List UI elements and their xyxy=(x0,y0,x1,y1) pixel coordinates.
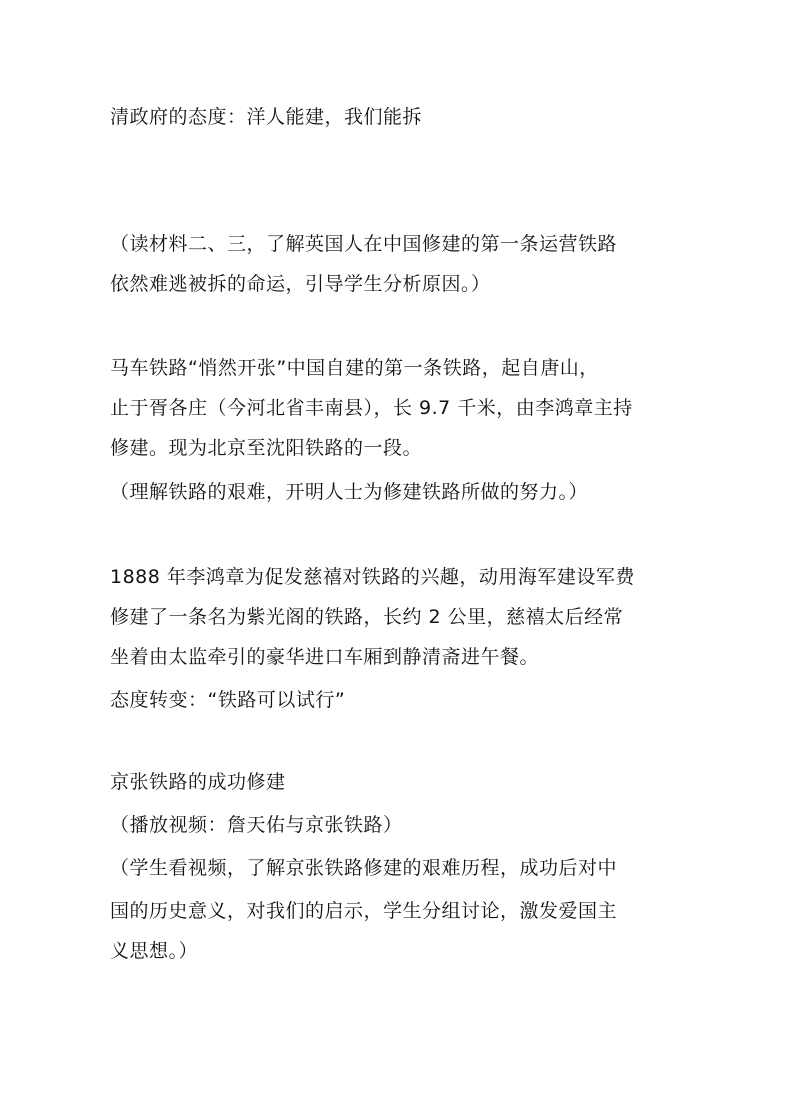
ziguangge-railway-line-2: 修建了一条名为紫光阁的铁路，长约 2 公里，慈禧太后经常 xyxy=(110,606,624,628)
reading-note-line-1: （读材料二、三，了解英国人在中国修建的第一条运营铁路 xyxy=(110,233,618,255)
ziguangge-railway-line-1: 1888 年李鸿章为促发慈禧对铁路的兴趣，动用海军建设军费 xyxy=(110,566,635,588)
discussion-note-line-3: 义思想。） xyxy=(110,940,199,962)
qing-attitude-line: 清政府的态度：洋人能建，我们能拆 xyxy=(110,106,423,128)
tangxu-railway-line-2: 止于胥各庄（今河北省丰南县），长 9.7 千米，由李鸿章主持 xyxy=(110,397,633,419)
understanding-note-line: （理解铁路的艰难，开明人士为修建铁路所做的努力。） xyxy=(110,481,589,503)
tangxu-railway-line-3: 修建。现为北京至沈阳铁路的一段。 xyxy=(110,437,423,459)
reading-note-line-2: 依然难逃被拆的命运，引导学生分析原因。） xyxy=(110,273,491,295)
discussion-note-line-1: （学生看视频，了解京张铁路修建的艰难历程，成功后对中 xyxy=(110,857,618,879)
ziguangge-railway-line-3: 坐着由太监牵引的豪华进口车厢到静清斋进午餐。 xyxy=(110,646,540,668)
attitude-change-line: 态度转变：“铁路可以试行” xyxy=(110,689,346,711)
video-note-line: （播放视频：詹天佑与京张铁路） xyxy=(110,814,403,836)
discussion-note-line-2: 国的历史意义，对我们的启示，学生分组讨论，激发爱国主 xyxy=(110,900,618,922)
jingzhang-heading-line: 京张铁路的成功修建 xyxy=(110,771,286,793)
tangxu-railway-line-1: 马车铁路“悄然开张”中国自建的第一条铁路，起自唐山， xyxy=(110,357,599,379)
